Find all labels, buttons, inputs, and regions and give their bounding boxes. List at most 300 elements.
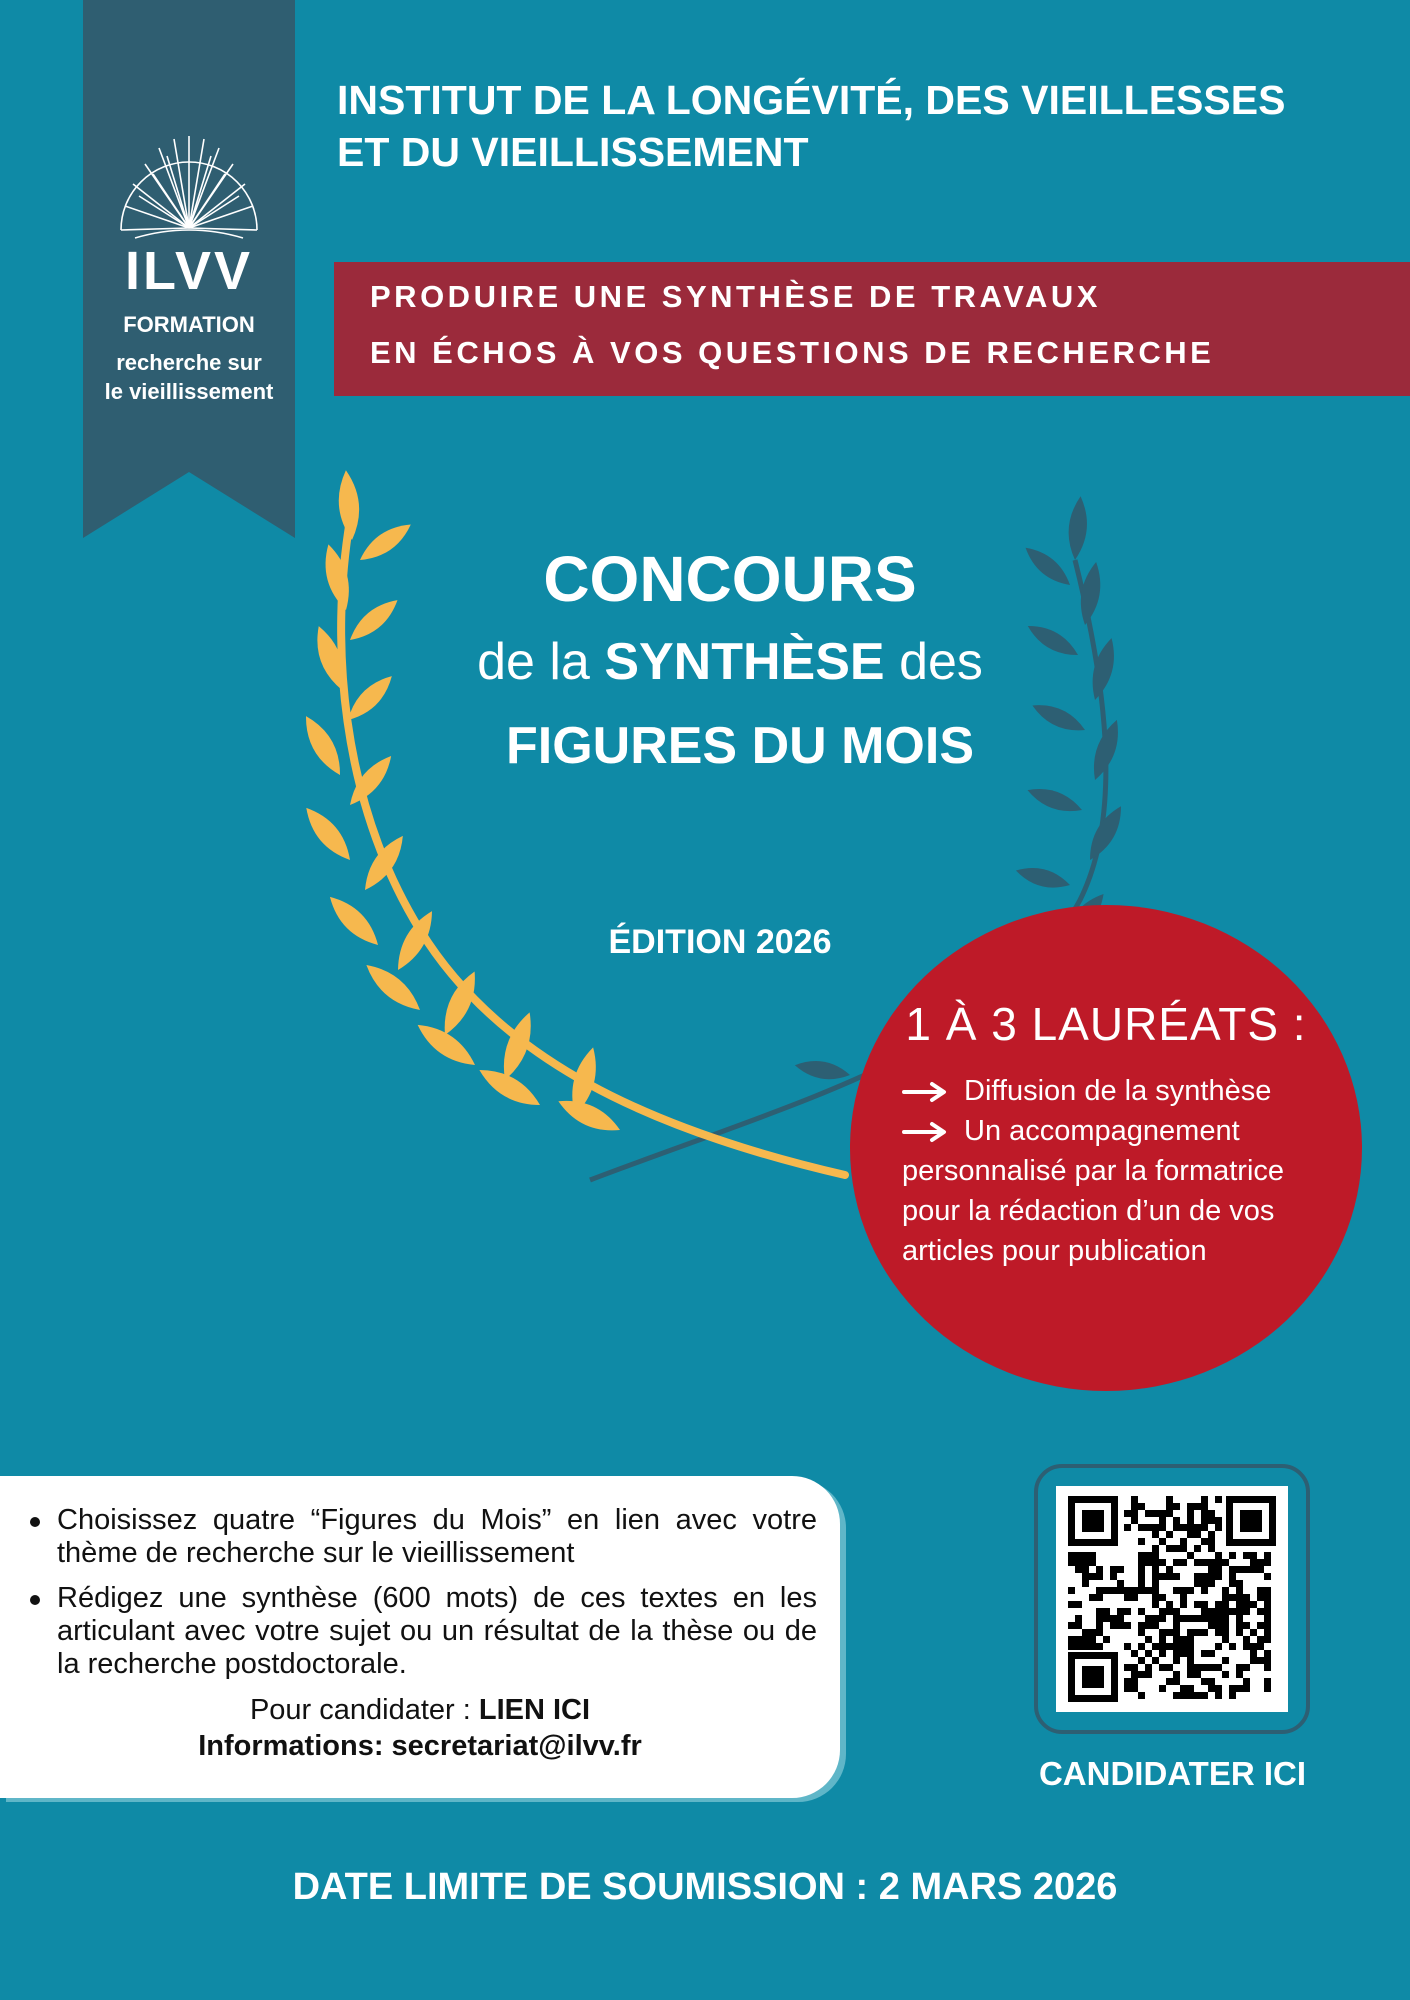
- qr-module: [1166, 1664, 1173, 1671]
- qr-module: [1075, 1552, 1082, 1559]
- qr-module: [1138, 1573, 1145, 1580]
- ribbon-subtitle-line1: recherche sur: [116, 350, 262, 375]
- deadline-text: DATE LIMITE DE SOUMISSION : 2 MARS 2026: [292, 1866, 1118, 1908]
- qr-module: [1264, 1650, 1271, 1657]
- qr-module: [1180, 1587, 1187, 1594]
- qr-module: [1145, 1524, 1152, 1531]
- qr-module: [1201, 1608, 1208, 1615]
- qr-module: [1138, 1643, 1145, 1650]
- qr-module: [1257, 1636, 1264, 1643]
- qr-module: [1264, 1664, 1271, 1671]
- laurel-leaf: [336, 469, 362, 540]
- prize-item-2: [902, 1115, 1240, 1148]
- subtitle-banner: [334, 262, 1410, 396]
- qr-module: [1159, 1538, 1166, 1545]
- qr-module: [1124, 1685, 1131, 1692]
- contest-subtitle: [380, 632, 1080, 692]
- qr-module: [1187, 1664, 1194, 1671]
- qr-module: [1201, 1692, 1208, 1699]
- qr-module: [1117, 1566, 1124, 1573]
- qr-module: [1180, 1601, 1187, 1608]
- qr-module: [1264, 1615, 1271, 1622]
- qr-module: [1138, 1559, 1145, 1566]
- laurel-leaf: [357, 830, 410, 895]
- qr-module: [1131, 1517, 1138, 1524]
- qr-module: [1103, 1608, 1110, 1615]
- qr-module: [1243, 1636, 1250, 1643]
- laurel-leaf: [360, 957, 426, 1017]
- qr-module: [1173, 1643, 1180, 1650]
- qr-module: [1131, 1664, 1138, 1671]
- qr-module: [1180, 1559, 1187, 1566]
- qr-module: [1082, 1566, 1089, 1573]
- qr-module: [1180, 1650, 1187, 1657]
- qr-module: [1187, 1650, 1194, 1657]
- laurel-leaf: [793, 1057, 851, 1083]
- qr-module: [1117, 1587, 1124, 1594]
- qr-module: [1096, 1643, 1103, 1650]
- qr-module: [1082, 1580, 1089, 1587]
- qr-module: [1103, 1587, 1110, 1594]
- qr-module: [1152, 1545, 1159, 1552]
- qr-module: [1187, 1636, 1194, 1643]
- qr-module: [1166, 1643, 1173, 1650]
- qr-module: [1208, 1559, 1215, 1566]
- qr-module: [1236, 1587, 1243, 1594]
- qr-module: [1187, 1552, 1194, 1559]
- qr-module: [1264, 1601, 1271, 1608]
- qr-module: [1145, 1587, 1152, 1594]
- qr-module: [1173, 1517, 1180, 1524]
- apply-link[interactable]: LIEN ICI: [478, 1694, 591, 1726]
- qr-module: [1152, 1559, 1159, 1566]
- qr-module: [1187, 1671, 1194, 1678]
- qr-module: [1173, 1503, 1180, 1510]
- qr-module: [1131, 1671, 1138, 1678]
- qr-module: [1089, 1643, 1096, 1650]
- qr-module: [1236, 1671, 1243, 1678]
- qr-module: [1131, 1503, 1138, 1510]
- qr-module: [1236, 1664, 1243, 1671]
- qr-module: [1257, 1587, 1264, 1594]
- qr-module: [1082, 1629, 1089, 1636]
- qr-module: [1208, 1580, 1215, 1587]
- qr-module: [1145, 1510, 1152, 1517]
- qr-module: [1215, 1601, 1222, 1608]
- qr-module: [1124, 1664, 1131, 1671]
- logo-text: ILVV: [124, 241, 253, 301]
- qr-module: [1131, 1650, 1138, 1657]
- qr-module: [1159, 1559, 1166, 1566]
- qr-module: [1096, 1587, 1103, 1594]
- qr-module: [1236, 1580, 1243, 1587]
- qr-module: [1068, 1552, 1075, 1559]
- qr-module: [1222, 1657, 1229, 1664]
- qr-module: [1187, 1517, 1194, 1524]
- qr-module: [1264, 1587, 1271, 1594]
- qr-module: [1138, 1580, 1145, 1587]
- qr-module: [1194, 1601, 1201, 1608]
- qr-module: [1180, 1538, 1187, 1545]
- qr-module: [1208, 1510, 1215, 1517]
- qr-module: [1124, 1643, 1131, 1650]
- qr-module: [1159, 1510, 1166, 1517]
- qr-module: [1208, 1545, 1215, 1552]
- qr-module: [1250, 1650, 1257, 1657]
- qr-module: [1208, 1685, 1215, 1692]
- qr-module: [1096, 1573, 1103, 1580]
- qr-module: [1201, 1496, 1208, 1503]
- qr-module: [1215, 1608, 1222, 1615]
- qr-module: [1145, 1650, 1152, 1657]
- qr-module: [1089, 1573, 1096, 1580]
- contest-title: CONCOURS: [543, 543, 917, 615]
- prize-item-2-line4: articles pour publication: [902, 1235, 1207, 1267]
- qr-module: [1187, 1510, 1194, 1517]
- qr-module: [1243, 1622, 1250, 1629]
- qr-module: [1152, 1573, 1159, 1580]
- qr-module: [1152, 1552, 1159, 1559]
- qr-module: [1173, 1524, 1180, 1531]
- qr-module: [1194, 1671, 1201, 1678]
- contest-subtitle-post: des: [899, 633, 983, 691]
- qr-module: [1264, 1657, 1271, 1664]
- qr-module: [1082, 1643, 1089, 1650]
- qr-module: [1229, 1643, 1236, 1650]
- laurel-leaf: [319, 542, 356, 613]
- qr-module: [1236, 1622, 1243, 1629]
- qr-module: [1250, 1629, 1257, 1636]
- qr-module: [1152, 1566, 1159, 1573]
- qr-module: [1075, 1636, 1082, 1643]
- prize-item-1: [902, 1075, 1271, 1108]
- qr-module: [1082, 1636, 1089, 1643]
- qr-module: [1194, 1531, 1201, 1538]
- qr-module: [1145, 1671, 1152, 1678]
- qr-module: [1159, 1685, 1166, 1692]
- qr-module: [1173, 1608, 1180, 1615]
- qr-module: [1222, 1601, 1229, 1608]
- qr-module: [1264, 1594, 1271, 1601]
- qr-module: [1250, 1552, 1257, 1559]
- qr-module: [1215, 1517, 1222, 1524]
- qr-module: [1145, 1552, 1152, 1559]
- qr-module: [1264, 1636, 1271, 1643]
- qr-module: [1068, 1601, 1075, 1608]
- qr-module: [1187, 1503, 1194, 1510]
- qr-code-image: [1056, 1486, 1288, 1712]
- qr-module: [1201, 1524, 1208, 1531]
- qr-module: [1145, 1636, 1152, 1643]
- qr-module: [1180, 1636, 1187, 1643]
- qr-module: [1131, 1510, 1138, 1517]
- qr-module: [1201, 1615, 1208, 1622]
- instructions-box: [0, 1476, 840, 1798]
- banner-line1: PRODUIRE UNE SYNTHÈSE DE TRAVAUX: [370, 279, 1101, 314]
- qr-module: [1229, 1580, 1236, 1587]
- qr-module: [1222, 1622, 1229, 1629]
- qr-module: [1208, 1650, 1215, 1657]
- qr-module: [1250, 1643, 1257, 1650]
- qr-module: [1194, 1615, 1201, 1622]
- qr-module: [1075, 1622, 1082, 1629]
- qr-module: [1075, 1643, 1082, 1650]
- qr-module: [1222, 1629, 1229, 1636]
- qr-module: [1201, 1629, 1208, 1636]
- qr-module: [1250, 1657, 1257, 1664]
- qr-module: [1201, 1517, 1208, 1524]
- apply-line: [0, 1694, 840, 1727]
- qr-module: [1152, 1587, 1159, 1594]
- qr-module: [1096, 1629, 1103, 1636]
- right-arrow-icon: [902, 1081, 950, 1103]
- qr-module: [1236, 1594, 1243, 1601]
- qr-module: [1180, 1594, 1187, 1601]
- ginkgo-leaf-icon: [113, 118, 265, 243]
- qr-module: [1089, 1559, 1096, 1566]
- right-arrow-icon: [902, 1121, 950, 1143]
- banner-line2: EN ÉCHOS À VOS QUESTIONS DE RECHERCHE: [370, 335, 1215, 370]
- qr-module: [1264, 1629, 1271, 1636]
- qr-module: [1110, 1587, 1117, 1594]
- qr-module: [1166, 1566, 1173, 1573]
- qr-module: [1068, 1622, 1075, 1629]
- qr-module: [1068, 1636, 1075, 1643]
- qr-module: [1264, 1559, 1271, 1566]
- qr-module: [1166, 1678, 1173, 1685]
- prize-circle: [850, 905, 1362, 1391]
- qr-module: [1208, 1622, 1215, 1629]
- qr-module: [1117, 1615, 1124, 1622]
- qr-module: [1124, 1608, 1131, 1615]
- qr-module: [1229, 1685, 1236, 1692]
- qr-module: [1194, 1692, 1201, 1699]
- qr-module: [1222, 1608, 1229, 1615]
- qr-module: [1166, 1629, 1173, 1636]
- qr-module: [1173, 1650, 1180, 1657]
- instruction-item-1-text: Choisissez quatre “Figures du Mois” en lien avec votre thème de recherche sur le vieillissement: [57, 1504, 817, 1569]
- qr-module: [1243, 1552, 1250, 1559]
- qr-module: [1159, 1636, 1166, 1643]
- laurel-leaf: [323, 890, 385, 952]
- qr-module: [1173, 1559, 1180, 1566]
- qr-module: [1208, 1538, 1215, 1545]
- qr-module: [1187, 1587, 1194, 1594]
- prize-item-1-text: Diffusion de la synthèse: [964, 1075, 1272, 1107]
- qr-module: [1208, 1664, 1215, 1671]
- qr-module: [1236, 1685, 1243, 1692]
- qr-module: [1082, 1559, 1089, 1566]
- qr-module: [1264, 1622, 1271, 1629]
- qr-module: [1215, 1573, 1222, 1580]
- qr-module: [1159, 1608, 1166, 1615]
- contact-info[interactable]: Informations: secretariat@ilvv.fr: [198, 1730, 642, 1762]
- qr-module: [1208, 1678, 1215, 1685]
- qr-module: [1243, 1685, 1250, 1692]
- qr-module: [1075, 1566, 1082, 1573]
- qr-module: [1215, 1552, 1222, 1559]
- qr-module: [1124, 1524, 1131, 1531]
- qr-module: [1236, 1629, 1243, 1636]
- qr-module: [1201, 1678, 1208, 1685]
- bullet-icon: [30, 1595, 40, 1605]
- qr-module: [1131, 1685, 1138, 1692]
- qr-module: [1152, 1601, 1159, 1608]
- qr-module: [1152, 1580, 1159, 1587]
- qr-module: [1201, 1538, 1208, 1545]
- qr-module: [1173, 1587, 1180, 1594]
- qr-module: [1222, 1587, 1229, 1594]
- qr-module: [1257, 1643, 1264, 1650]
- qr-module: [1215, 1615, 1222, 1622]
- qr-module: [1096, 1608, 1103, 1615]
- qr-module: [1152, 1531, 1159, 1538]
- qr-module: [1194, 1580, 1201, 1587]
- qr-module: [1201, 1573, 1208, 1580]
- qr-module: [1229, 1552, 1236, 1559]
- prize-item-2-text: Un accompagnement: [964, 1115, 1240, 1147]
- ribbon-subtitle: [83, 348, 295, 406]
- qr-module: [1131, 1594, 1138, 1601]
- qr-module: [1159, 1650, 1166, 1657]
- qr-module: [1201, 1601, 1208, 1608]
- qr-module: [1152, 1594, 1159, 1601]
- qr-module: [1243, 1566, 1250, 1573]
- qr-module: [1089, 1594, 1096, 1601]
- institute-title: [337, 74, 1367, 178]
- laurel-leaf: [299, 801, 358, 866]
- qr-module: [1124, 1622, 1131, 1629]
- qr-module: [1089, 1629, 1096, 1636]
- qr-module: [1124, 1678, 1131, 1685]
- qr-module: [1138, 1566, 1145, 1573]
- qr-module: [1215, 1629, 1222, 1636]
- qr-module: [1124, 1594, 1131, 1601]
- qr-module: [1166, 1503, 1173, 1510]
- ribbon-formation-label: FORMATION: [123, 312, 255, 337]
- qr-module: [1194, 1559, 1201, 1566]
- qr-module: [1103, 1615, 1110, 1622]
- qr-module: [1264, 1573, 1271, 1580]
- qr-module: [1194, 1524, 1201, 1531]
- qr-module: [1215, 1496, 1222, 1503]
- qr-module: [1257, 1608, 1264, 1615]
- qr-module: [1208, 1531, 1215, 1538]
- qr-code[interactable]: [1056, 1486, 1288, 1712]
- qr-module: [1201, 1510, 1208, 1517]
- qr-module: [1194, 1545, 1201, 1552]
- qr-code-frame: [1034, 1464, 1310, 1734]
- qr-module: [1215, 1566, 1222, 1573]
- qr-module: [1201, 1664, 1208, 1671]
- contest-subtitle-bold: SYNTHÈSE: [604, 633, 885, 691]
- qr-module: [1075, 1559, 1082, 1566]
- qr-module: [1166, 1573, 1173, 1580]
- qr-module: [1187, 1657, 1194, 1664]
- qr-module: [1159, 1643, 1166, 1650]
- qr-module: [1152, 1643, 1159, 1650]
- qr-module: [1187, 1615, 1194, 1622]
- qr-module: [1096, 1594, 1103, 1601]
- qr-module: [1229, 1608, 1236, 1615]
- qr-module: [1229, 1692, 1236, 1699]
- qr-module: [1131, 1496, 1138, 1503]
- qr-module: [1152, 1622, 1159, 1629]
- qr-module: [1208, 1566, 1215, 1573]
- institute-title-line2: ET DU VIEILLISSEMENT: [337, 129, 809, 175]
- qr-module: [1222, 1636, 1229, 1643]
- qr-module: [1236, 1601, 1243, 1608]
- qr-module: [1124, 1510, 1131, 1517]
- qr-module: [1138, 1657, 1145, 1664]
- qr-module: [1166, 1608, 1173, 1615]
- qr-module: [1110, 1573, 1117, 1580]
- qr-module: [1068, 1559, 1075, 1566]
- qr-module: [1243, 1664, 1250, 1671]
- laurel-leaf: [297, 711, 348, 780]
- qr-module: [1236, 1615, 1243, 1622]
- qr-module: [1187, 1692, 1194, 1699]
- qr-module: [1201, 1580, 1208, 1587]
- qr-module: [1180, 1524, 1187, 1531]
- qr-label[interactable]: CANDIDATER ICI: [1038, 1755, 1307, 1792]
- qr-module: [1257, 1622, 1264, 1629]
- qr-module: [1201, 1587, 1208, 1594]
- qr-module: [1152, 1510, 1159, 1517]
- qr-module: [1159, 1615, 1166, 1622]
- qr-module: [1250, 1601, 1257, 1608]
- qr-module: [1187, 1643, 1194, 1650]
- qr-module: [1166, 1510, 1173, 1517]
- qr-module: [1250, 1566, 1257, 1573]
- qr-module: [1159, 1517, 1166, 1524]
- qr-module: [1159, 1524, 1166, 1531]
- qr-module: [1222, 1594, 1229, 1601]
- qr-module: [1173, 1678, 1180, 1685]
- qr-module: [1068, 1643, 1075, 1650]
- qr-module: [1208, 1608, 1215, 1615]
- prize-item-2-line2: personnalisé par la formatrice: [902, 1155, 1285, 1187]
- qr-module: [1096, 1622, 1103, 1629]
- qr-module: [1194, 1503, 1201, 1510]
- qr-module: [1152, 1615, 1159, 1622]
- qr-module: [1243, 1643, 1250, 1650]
- qr-module: [1215, 1643, 1222, 1650]
- prize-title: 1 À 3 LAURÉATS :: [905, 998, 1307, 1050]
- instruction-item-2-text: Rédigez une synthèse (600 mots) de ces textes en les articulant avec votre sujet ou un résultat de la thèse ou de la recherche postdoctorale.: [57, 1582, 817, 1680]
- qr-module: [1222, 1615, 1229, 1622]
- qr-module: [1173, 1622, 1180, 1629]
- laurel-leaf: [1025, 782, 1085, 818]
- qr-module: [1138, 1622, 1145, 1629]
- qr-module: [1173, 1545, 1180, 1552]
- qr-module: [1236, 1566, 1243, 1573]
- qr-module: [1096, 1566, 1103, 1573]
- qr-module: [1222, 1559, 1229, 1566]
- qr-module: [1138, 1671, 1145, 1678]
- qr-module: [1194, 1664, 1201, 1671]
- qr-module: [1264, 1685, 1271, 1692]
- qr-module: [1082, 1552, 1089, 1559]
- qr-module: [1194, 1573, 1201, 1580]
- qr-module: [1075, 1601, 1082, 1608]
- qr-module: [1173, 1671, 1180, 1678]
- qr-module: [1257, 1594, 1264, 1601]
- qr-module: [1187, 1685, 1194, 1692]
- qr-module: [1096, 1615, 1103, 1622]
- qr-module: [1257, 1657, 1264, 1664]
- qr-module: [1166, 1601, 1173, 1608]
